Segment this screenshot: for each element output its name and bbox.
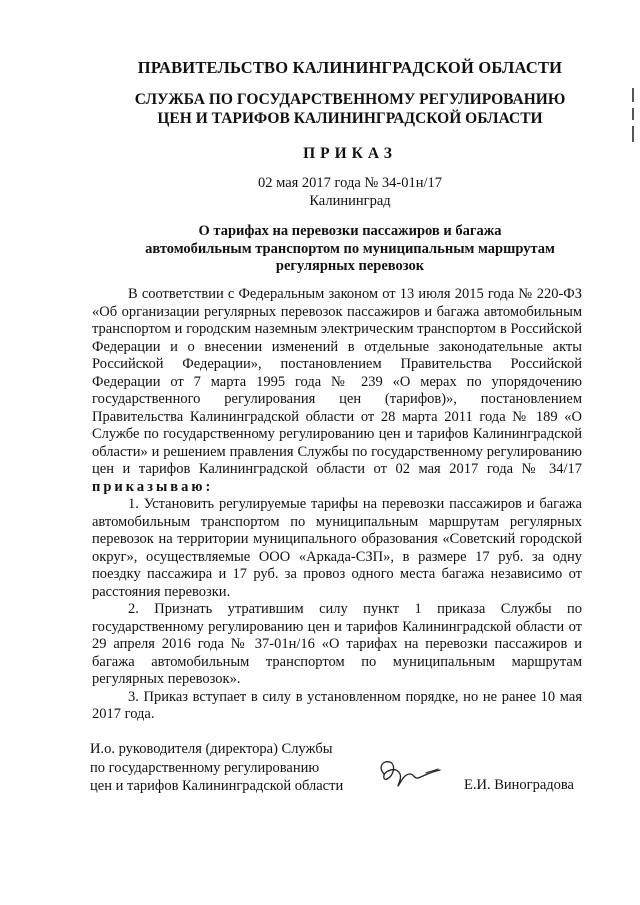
handwritten-signature [374,752,446,790]
signatory-position-line1: И.о. руководителя (директора) Службы [90,741,333,757]
service-heading-line2: ЦЕН И ТАРИФОВ КАЛИНИНГРАДСКОЙ ОБЛАСТИ [157,110,543,127]
preamble-text: В соответствии с Федеральным законом от 13 июля 2015 года № 220-ФЗ «Об организации регулярных перевозок пассажиров и багажа автомобильным транспортом и городским наземным электрическим транспортом в Российской Федерации и о внесении изменений в отдельные законодательные акты Российской Федерации», постановлением Правительства Российской Федерации от 7 марта 1995 года № 239 «О мерах по упорядочению государственного регулирования цен (тарифов)», постановлением Правительства Калининградской области от 28 марта 2011 года № 189 «О Службе по государственному регулированию цен и тарифов Калининградской области» и решением правления Службы по государственному регулированию цен и тарифов Калининградской области от 02 мая 2017 года № 34/17 [92,286,582,477]
order-body [92,286,582,724]
signatory-name: Е.И. Виноградова [464,777,574,793]
scan-edge-mark [630,88,638,148]
order-title: ПРИКАЗ [303,145,397,162]
signatory-position-line3: цен и тарифов Калининградской области [90,778,344,794]
order-city: Калининград [309,193,391,209]
order-date-number: 02 мая 2017 года № 34-01н/17 [258,175,442,191]
signatory-position [90,740,390,796]
subject-line2: автомобильным транспортом по муниципальным маршрутам [145,240,555,257]
order-item-2: 2. Признать утратившим силу пункт 1 приказа Службы по государственному регулированию цен и тарифов Калининградской области от 29 апреля 2016 года № 37-01н/16 «О тарифах на перевозки пассажиров и багажа автомобильным транспортом по муниципальным маршрутам регулярных перевозок». [92,601,582,687]
service-heading [80,90,620,128]
order-meta [80,174,620,210]
signatory-position-line2: по государственному регулированию [90,759,320,776]
order-item-1: 1. Установить регулируемые тарифы на перевозки пассажиров и багажа автомобильным транспортом по муниципальным маршрутам регулярных перевозок на территории муниципального образования «Советский городской округ», осуществляемые ООО «Аркада-СЗП», в размере 17 руб. за одну поездку пассажира и 17 руб. за провоз одного места багажа независимо от расстояния перевозки. [92,496,582,600]
government-heading: ПРАВИТЕЛЬСТВО КАЛИНИНГРАДСКОЙ ОБЛАСТИ [137,58,563,77]
preamble-keyword: приказываю: [92,478,214,495]
preamble-paragraph [92,286,582,496]
subject-line3: регулярных перевозок [275,258,425,274]
order-subject [90,223,610,276]
service-heading-line1: СЛУЖБА ПО ГОСУДАРСТВЕННОМУ РЕГУЛИРОВАНИЮ [134,91,566,108]
subject-line1: О тарифах на перевозки пассажиров и багажа [198,223,502,239]
order-item-3: 3. Приказ вступает в силу в установленном порядке, но не ранее 10 мая 2017 года. [92,688,582,722]
